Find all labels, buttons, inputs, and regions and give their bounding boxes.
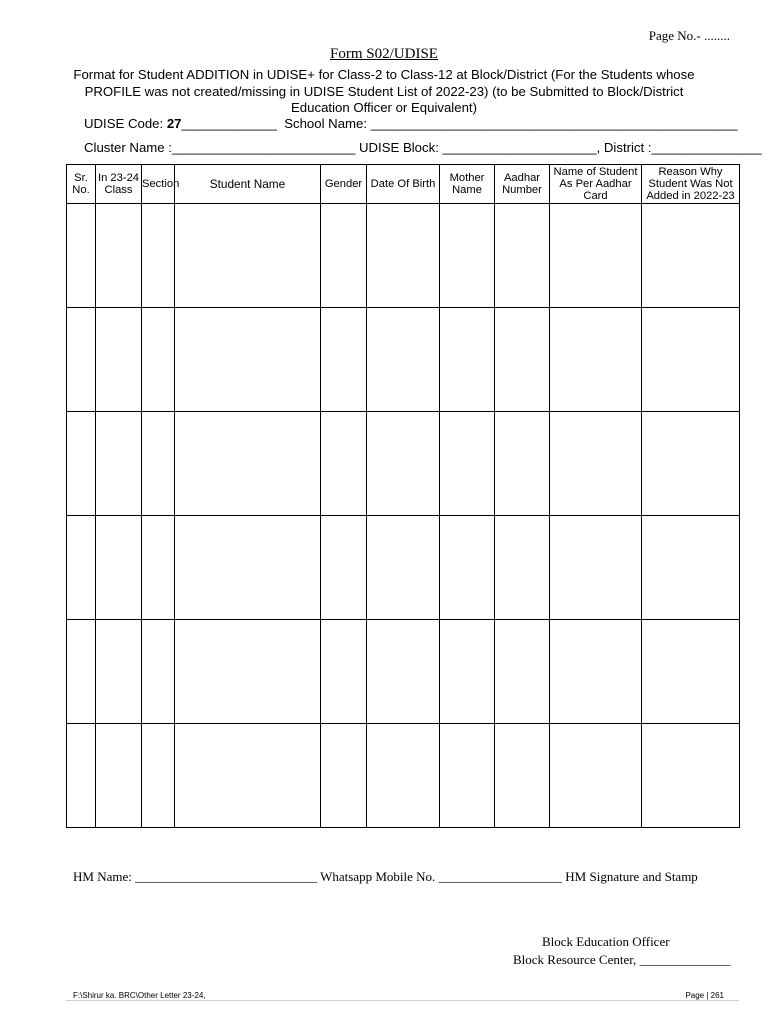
table-cell[interactable] xyxy=(142,308,175,412)
whatsapp-label: Whatsapp Mobile No. xyxy=(317,869,439,884)
table-cell[interactable] xyxy=(495,204,550,308)
table-cell[interactable] xyxy=(550,204,642,308)
cluster-block-district-row xyxy=(84,140,762,155)
table-cell[interactable] xyxy=(67,412,96,516)
table-row xyxy=(67,620,740,724)
table-cell[interactable] xyxy=(321,204,367,308)
header-student-name: Student Name xyxy=(175,165,321,204)
header-gender: Gender xyxy=(321,165,367,204)
hm-signature-row xyxy=(73,869,698,885)
table-cell[interactable] xyxy=(175,204,321,308)
table-row xyxy=(67,308,740,412)
udise-code-field[interactable]: _____________ xyxy=(181,116,277,131)
table-cell[interactable] xyxy=(67,724,96,828)
table-cell[interactable] xyxy=(96,620,142,724)
table-cell[interactable] xyxy=(96,724,142,828)
header-section: Section xyxy=(142,165,175,204)
footer-divider xyxy=(66,1000,739,1001)
table-cell[interactable] xyxy=(440,724,495,828)
udise-block-field[interactable]: _____________________ xyxy=(442,140,597,155)
block-resource-center-row xyxy=(513,952,731,968)
table-cell[interactable] xyxy=(495,412,550,516)
table-cell[interactable] xyxy=(550,620,642,724)
table-cell[interactable] xyxy=(440,204,495,308)
table-cell[interactable] xyxy=(440,620,495,724)
student-addition-table xyxy=(66,164,740,828)
table-cell[interactable] xyxy=(321,308,367,412)
table-row xyxy=(67,412,740,516)
header-aadhar-name: Name of Student As Per Aadhar Card xyxy=(550,165,642,204)
district-field[interactable]: _______________ xyxy=(651,140,762,155)
udise-code-value: 27 xyxy=(166,116,182,131)
table-cell[interactable] xyxy=(495,724,550,828)
table-cell[interactable] xyxy=(175,620,321,724)
table-cell[interactable] xyxy=(175,516,321,620)
table-cell[interactable] xyxy=(67,516,96,620)
page-number: Page No.- ........ xyxy=(648,28,730,43)
table-cell[interactable] xyxy=(367,308,440,412)
school-name-label: School Name: xyxy=(284,116,371,131)
table-cell[interactable] xyxy=(175,412,321,516)
table-header-row xyxy=(67,165,740,204)
table-cell[interactable] xyxy=(367,516,440,620)
form-title: Form S02/UDISE xyxy=(330,46,438,62)
table-cell[interactable] xyxy=(495,308,550,412)
block-education-officer: Block Education Officer xyxy=(542,934,670,949)
cluster-name-label: Cluster Name : xyxy=(84,140,172,155)
table-cell[interactable] xyxy=(175,308,321,412)
table-cell[interactable] xyxy=(550,724,642,828)
table-cell[interactable] xyxy=(495,620,550,724)
table-cell[interactable] xyxy=(321,724,367,828)
table-cell[interactable] xyxy=(96,204,142,308)
table-cell[interactable] xyxy=(96,412,142,516)
table-cell[interactable] xyxy=(642,620,740,724)
hm-signature-label: HM Signature and Stamp xyxy=(562,869,698,884)
header-reason: Reason Why Student Was Not Added in 2022-23 xyxy=(642,165,740,204)
hm-name-label: HM Name: xyxy=(73,869,136,884)
footer-file-path: F:\Shirur ka. BRC\Other Letter 23-24, xyxy=(73,991,206,1000)
district-label: , District : xyxy=(596,140,652,155)
table-cell[interactable] xyxy=(440,308,495,412)
table-cell[interactable] xyxy=(367,620,440,724)
table-cell[interactable] xyxy=(142,620,175,724)
table-cell[interactable] xyxy=(550,308,642,412)
table-cell[interactable] xyxy=(142,516,175,620)
table-cell[interactable] xyxy=(440,412,495,516)
whatsapp-field[interactable]: ___________________ xyxy=(438,869,563,884)
table-cell[interactable] xyxy=(495,516,550,620)
table-cell[interactable] xyxy=(67,204,96,308)
table-cell[interactable] xyxy=(367,204,440,308)
header-date-of-birth: Date Of Birth xyxy=(367,165,440,204)
table-body xyxy=(67,204,740,828)
table-cell[interactable] xyxy=(96,308,142,412)
table-row xyxy=(67,204,740,308)
table-row xyxy=(67,724,740,828)
table-cell[interactable] xyxy=(642,308,740,412)
header-aadhar-number: Aadhar Number xyxy=(495,165,550,204)
table-cell[interactable] xyxy=(142,412,175,516)
udise-school-row xyxy=(84,116,737,131)
table-cell[interactable] xyxy=(642,516,740,620)
school-name-field[interactable]: __________________________________________________ xyxy=(370,116,738,131)
table-cell[interactable] xyxy=(550,412,642,516)
udise-block-label: UDISE Block: xyxy=(355,140,443,155)
table-cell[interactable] xyxy=(321,412,367,516)
table-cell[interactable] xyxy=(142,204,175,308)
table-cell[interactable] xyxy=(367,724,440,828)
table-cell[interactable] xyxy=(321,620,367,724)
table-cell[interactable] xyxy=(367,412,440,516)
block-resource-center-field[interactable]: ______________ xyxy=(639,952,731,967)
header-mother-name: Mother Name xyxy=(440,165,495,204)
udise-code-label: UDISE Code: xyxy=(84,116,167,131)
table-cell[interactable] xyxy=(67,308,96,412)
hm-name-field[interactable]: ____________________________ xyxy=(135,869,318,884)
table-cell[interactable] xyxy=(67,620,96,724)
table-cell[interactable] xyxy=(440,516,495,620)
table-cell[interactable] xyxy=(550,516,642,620)
table-row xyxy=(67,516,740,620)
footer-page-number: Page | 261 xyxy=(685,991,724,1000)
cluster-name-field[interactable]: _________________________ xyxy=(171,140,356,155)
header-sr-no: Sr. No. xyxy=(67,165,96,204)
block-resource-center-label: Block Resource Center, xyxy=(513,952,640,967)
table-cell[interactable] xyxy=(642,724,740,828)
form-description: Format for Student ADDITION in UDISE+ for Class-2 to Class-12 at Block/District (For the Students whose PROFILE was not created/missing in UDISE Student List of 2022-23) (to be Submitted to Block/District Education Officer or Equivalent) xyxy=(73,67,695,115)
table-cell[interactable] xyxy=(642,412,740,516)
table-cell[interactable] xyxy=(96,516,142,620)
table-cell[interactable] xyxy=(321,516,367,620)
table-cell[interactable] xyxy=(642,204,740,308)
table-cell[interactable] xyxy=(142,724,175,828)
table-cell[interactable] xyxy=(175,724,321,828)
header-class: In 23-24 Class xyxy=(96,165,142,204)
